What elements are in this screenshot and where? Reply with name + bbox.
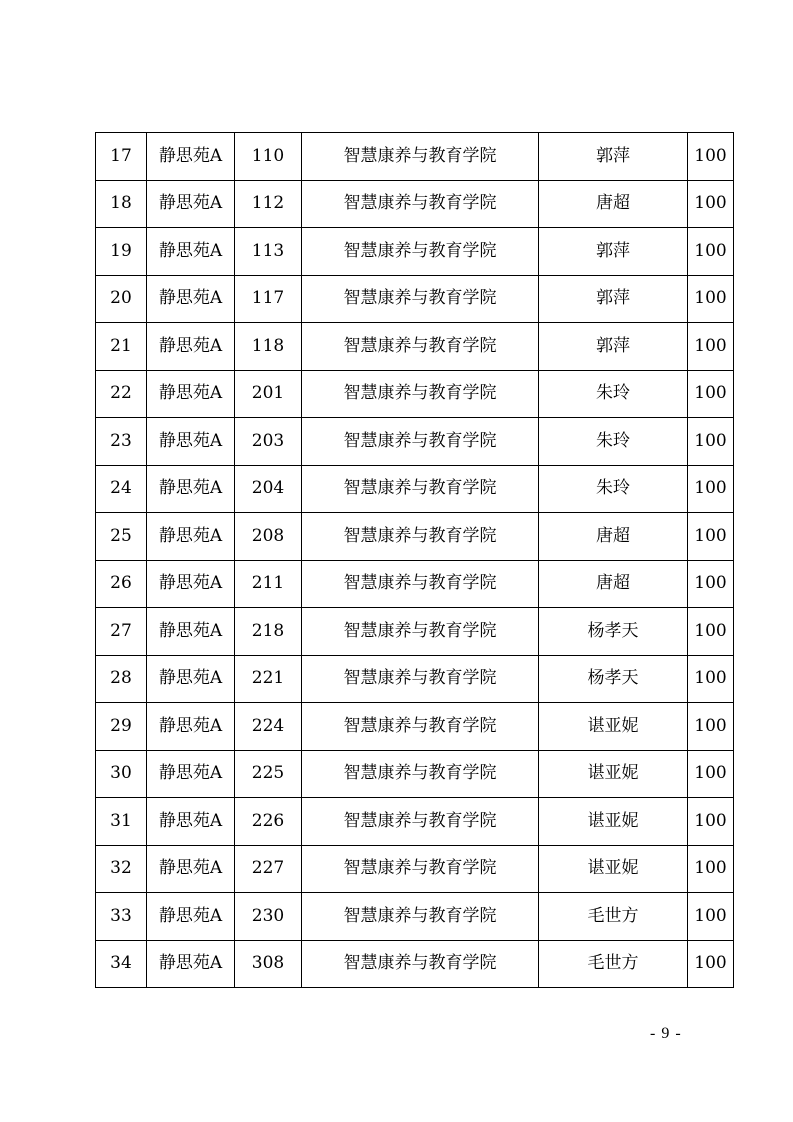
person-cell: 唐超	[539, 180, 688, 228]
table-row	[96, 275, 734, 323]
building-cell: 静思苑A	[147, 893, 235, 941]
table-row	[96, 370, 734, 418]
building-cell: 静思苑A	[147, 370, 235, 418]
college-cell: 智慧康养与教育学院	[302, 798, 539, 846]
row-number-cell: 28	[96, 655, 147, 703]
table-row	[96, 703, 734, 751]
person-cell: 郭萍	[539, 228, 688, 276]
table-row	[96, 798, 734, 846]
building-cell: 静思苑A	[147, 798, 235, 846]
row-number-cell: 30	[96, 750, 147, 798]
college-cell: 智慧康养与教育学院	[302, 655, 539, 703]
table-row	[96, 940, 734, 988]
row-number-cell: 24	[96, 465, 147, 513]
room-cell: 221	[235, 655, 302, 703]
room-cell: 112	[235, 180, 302, 228]
room-cell: 227	[235, 845, 302, 893]
college-cell: 智慧康养与教育学院	[302, 560, 539, 608]
building-cell: 静思苑A	[147, 608, 235, 656]
building-cell: 静思苑A	[147, 323, 235, 371]
person-cell: 谌亚妮	[539, 750, 688, 798]
score-cell: 100	[688, 655, 734, 703]
room-cell: 225	[235, 750, 302, 798]
row-number-cell: 18	[96, 180, 147, 228]
table-row	[96, 893, 734, 941]
college-cell: 智慧康养与教育学院	[302, 513, 539, 561]
college-cell: 智慧康养与教育学院	[302, 703, 539, 751]
college-cell: 智慧康养与教育学院	[302, 750, 539, 798]
room-cell: 201	[235, 370, 302, 418]
table-row	[96, 323, 734, 371]
room-cell: 218	[235, 608, 302, 656]
room-cell: 117	[235, 275, 302, 323]
row-number-cell: 26	[96, 560, 147, 608]
score-cell: 100	[688, 560, 734, 608]
building-cell: 静思苑A	[147, 180, 235, 228]
table-row	[96, 608, 734, 656]
row-number-cell: 23	[96, 418, 147, 466]
row-number-cell: 33	[96, 893, 147, 941]
person-cell: 朱玲	[539, 465, 688, 513]
building-cell: 静思苑A	[147, 940, 235, 988]
college-cell: 智慧康养与教育学院	[302, 180, 539, 228]
room-cell: 113	[235, 228, 302, 276]
person-cell: 朱玲	[539, 370, 688, 418]
table-row	[96, 418, 734, 466]
room-cell: 110	[235, 133, 302, 181]
college-cell: 智慧康养与教育学院	[302, 275, 539, 323]
person-cell: 毛世方	[539, 940, 688, 988]
row-number-cell: 20	[96, 275, 147, 323]
row-number-cell: 17	[96, 133, 147, 181]
score-cell: 100	[688, 798, 734, 846]
score-cell: 100	[688, 940, 734, 988]
room-cell: 211	[235, 560, 302, 608]
score-cell: 100	[688, 608, 734, 656]
score-cell: 100	[688, 845, 734, 893]
building-cell: 静思苑A	[147, 845, 235, 893]
score-cell: 100	[688, 323, 734, 371]
person-cell: 谌亚妮	[539, 703, 688, 751]
row-number-cell: 29	[96, 703, 147, 751]
college-cell: 智慧康养与教育学院	[302, 940, 539, 988]
table-row	[96, 133, 734, 181]
college-cell: 智慧康养与教育学院	[302, 465, 539, 513]
score-cell: 100	[688, 418, 734, 466]
room-cell: 230	[235, 893, 302, 941]
room-cell: 224	[235, 703, 302, 751]
college-cell: 智慧康养与教育学院	[302, 418, 539, 466]
table-row	[96, 513, 734, 561]
building-cell: 静思苑A	[147, 418, 235, 466]
building-cell: 静思苑A	[147, 750, 235, 798]
room-cell: 204	[235, 465, 302, 513]
table-row	[96, 180, 734, 228]
room-cell: 308	[235, 940, 302, 988]
table-row	[96, 845, 734, 893]
college-cell: 智慧康养与教育学院	[302, 893, 539, 941]
college-cell: 智慧康养与教育学院	[302, 370, 539, 418]
room-cell: 208	[235, 513, 302, 561]
room-cell: 118	[235, 323, 302, 371]
building-cell: 静思苑A	[147, 560, 235, 608]
person-cell: 杨孝天	[539, 608, 688, 656]
dormitory-score-table	[95, 132, 734, 988]
score-cell: 100	[688, 275, 734, 323]
score-cell: 100	[688, 370, 734, 418]
table-row	[96, 560, 734, 608]
building-cell: 静思苑A	[147, 133, 235, 181]
person-cell: 杨孝天	[539, 655, 688, 703]
room-cell: 226	[235, 798, 302, 846]
building-cell: 静思苑A	[147, 513, 235, 561]
person-cell: 郭萍	[539, 133, 688, 181]
building-cell: 静思苑A	[147, 703, 235, 751]
building-cell: 静思苑A	[147, 275, 235, 323]
college-cell: 智慧康养与教育学院	[302, 845, 539, 893]
page-number: - 9 -	[650, 1025, 682, 1042]
row-number-cell: 25	[96, 513, 147, 561]
person-cell: 郭萍	[539, 275, 688, 323]
score-cell: 100	[688, 133, 734, 181]
score-cell: 100	[688, 228, 734, 276]
score-cell: 100	[688, 750, 734, 798]
table-row	[96, 655, 734, 703]
person-cell: 谌亚妮	[539, 798, 688, 846]
score-cell: 100	[688, 465, 734, 513]
table-body	[96, 133, 734, 988]
building-cell: 静思苑A	[147, 465, 235, 513]
row-number-cell: 32	[96, 845, 147, 893]
row-number-cell: 31	[96, 798, 147, 846]
person-cell: 朱玲	[539, 418, 688, 466]
score-cell: 100	[688, 513, 734, 561]
row-number-cell: 27	[96, 608, 147, 656]
table-row	[96, 465, 734, 513]
person-cell: 郭萍	[539, 323, 688, 371]
score-cell: 100	[688, 180, 734, 228]
score-cell: 100	[688, 893, 734, 941]
row-number-cell: 34	[96, 940, 147, 988]
row-number-cell: 19	[96, 228, 147, 276]
row-number-cell: 21	[96, 323, 147, 371]
college-cell: 智慧康养与教育学院	[302, 608, 539, 656]
person-cell: 谌亚妮	[539, 845, 688, 893]
college-cell: 智慧康养与教育学院	[302, 133, 539, 181]
person-cell: 唐超	[539, 560, 688, 608]
building-cell: 静思苑A	[147, 228, 235, 276]
table-row	[96, 750, 734, 798]
room-cell: 203	[235, 418, 302, 466]
building-cell: 静思苑A	[147, 655, 235, 703]
score-cell: 100	[688, 703, 734, 751]
row-number-cell: 22	[96, 370, 147, 418]
person-cell: 毛世方	[539, 893, 688, 941]
table-row	[96, 228, 734, 276]
college-cell: 智慧康养与教育学院	[302, 228, 539, 276]
person-cell: 唐超	[539, 513, 688, 561]
college-cell: 智慧康养与教育学院	[302, 323, 539, 371]
